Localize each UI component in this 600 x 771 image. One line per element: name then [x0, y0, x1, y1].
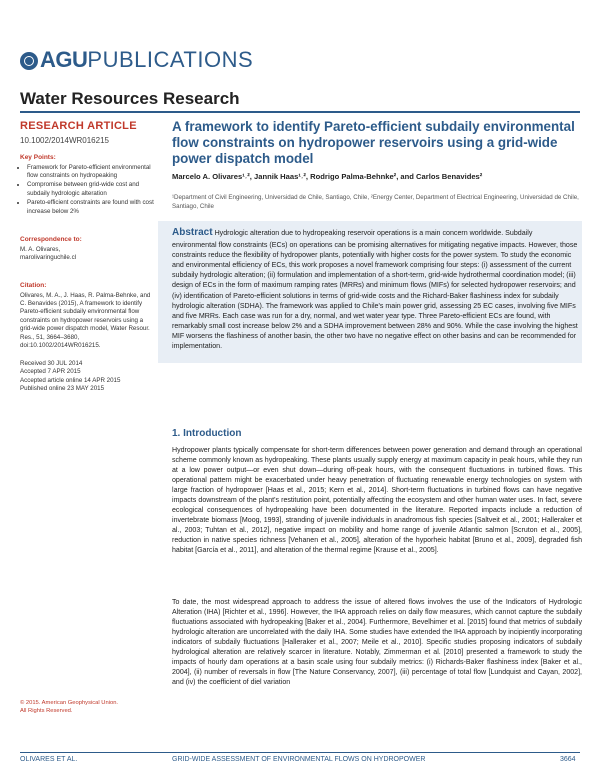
header-divider — [20, 111, 580, 113]
citation — [20, 282, 155, 350]
correspondence-heading: Correspondence to: — [20, 236, 82, 243]
affiliations: ¹Department of Civil Engineering, Universidad de Chile, Santiago, Chile, ²Energy Center, Department of Electrical Engineering, Universidad de Chile, Santiago, Chile — [172, 194, 579, 210]
agu-logo — [20, 47, 253, 73]
date-received: Received 30 JUL 2014 — [20, 360, 83, 367]
page-number: 3664 — [560, 756, 576, 763]
abstract — [172, 226, 578, 351]
footer-divider — [20, 752, 580, 753]
section-heading: 1. Introduction — [172, 428, 242, 439]
footer-running-title: GRID-WIDE ASSESSMENT OF ENVIRONMENTAL FLOWS ON HYDROPOWER — [172, 756, 426, 763]
correspondence-email[interactable]: marolivaringuchile.cl — [20, 254, 77, 262]
key-point: • Pareto-efficient constraints are found with cost increase below 2% — [27, 199, 155, 216]
article-doi: 10.1002/2014WR016215 — [20, 136, 109, 145]
logo-suffix: PUBLICATIONS — [87, 47, 254, 72]
key-point: • Framework for Pareto-efficient environmental flow constraints on hydropeaking — [27, 164, 155, 181]
paragraph: Hydropower plants typically compensate for short-term differences between power generation and demand through an operational scheme commonly known as hydropeaking. These plants usually supply energy at maximum capacity in peak hours, while they run at a low power output—or even shut down—during off-peak hours, with the consequent fluctuations in turbined flows. This operational pattern might be exacerbated under heavy penetration of fluctuating renewable energy technologies on system with large fraction of hydropower [Haas et al., 2015; Kern et al., 2014]. Short-term fluctuations in turbined flows can have negative impacts downstream of the plant's restitution point, potentially affecting the ecosystem and other human water uses. In fact, severe ecological consequences of hydropeaking have been documented in the literature. Reported impacts include a reduction of invertebrate biomass [Moog, 1993], stranding of juvenile individuals in anadromous fish species [Saltveit et al., 2001; Halleraker et al., 2003; Tuhtan et al., 2012], negative impact on mobility and home range of juvenile Atlantic salmon [Scruton et al., 2005], reduction in native species richness [Vehanen et al., 2005], alteration of the hyporheic habitat [Bruno et al., 2009], degraded fish habitat [García et al., 2011], and alteration of the thermal regime [Krause et al., 2005]. — [172, 447, 582, 554]
citation-heading: Citation: — [20, 282, 47, 289]
citation-text: Olivares, M. A., J. Haas, R. Palma-Behnke, and C. Benavides (2015), A framework to identify Pareto-efficient subdaily environmental flow constraints on hydropower reservoirs using a grid-wide power dispatch model, Water Resour. Res., 51, 3664–3680, doi:10.1002/2014WR016215. — [20, 291, 151, 349]
copyright-line: © 2015. American Geophysical Union. — [20, 700, 119, 706]
abstract-heading: Abstract — [172, 227, 213, 238]
key-point: • Compromise between grid-wide cost and subdaily hydrologic alteration — [27, 181, 155, 198]
journal-title: Water Resources Research — [20, 89, 240, 108]
globe-icon — [20, 52, 38, 70]
date-published: Published online 23 MAY 2015 — [20, 385, 105, 393]
logo-brand: AGU — [40, 47, 88, 72]
paragraph: To date, the most widespread approach to address the issue of altered flows involves the use of the Indicators of Hydrologic Alteration (IHA) [Richter et al., 1996]. However, the IHA approach relies on daily flow measures, which cannot capture the subdaily fluctuations associated with hydropeaking [Baker et al., 2004]. Furthermore, Bevelhimer et al. [2015] found that metrics of subdaily hydrologic alteration are uncorrelated with the daily IHA. Some studies have extended the IHA approach by incipiently incorporating indicators of subdaily fluctuations [Halleraker et al., 2007; Meile et al., 2010]. Specific studies proposing indicators of subdaily hydrological alteration are relatively scarcer in literature. Notably, Zimmerman et al. [2010] presented a framework to study the impacts of hourly dam operations at a basin scale using four subdaily metrics: (i) Richards-Baker flashiness index [Baker et al., 2004], (ii) number of reversals in flow [The Nature Conservancy, 2007], (iii) percentage of total flow [Lundquist and Cayan, 2002], and (iv) the coefficient of diel variation — [172, 599, 582, 686]
key-points-heading: Key Points: — [20, 154, 56, 161]
author-list: Marcelo A. Olivares¹˒², Jannik Haas¹˒², Rodrigo Palma-Behnke², and Carlos Benavides² — [172, 172, 483, 181]
dates — [20, 360, 155, 393]
article-type: RESEARCH ARTICLE — [20, 120, 137, 132]
date-accepted-online: Accepted article online 14 APR 2015 — [20, 376, 121, 384]
date-accepted: Accepted 7 APR 2015 — [20, 368, 81, 376]
abstract-text: Hydrologic alteration due to hydropeaking reservoir operations is a main concern worldwide. Subdaily environmental flow constraints (ECs) on operations can be promising alternatives for mitigating negative impacts. However, those constraints reduce the flexibility of hydropower plants, potentially with higher costs for the power system. To study the economic and environmental efficiency of ECs, this work proposes a novel framework comprising four steps: (i) assessment of the current subdaily hydrologic alteration; (ii) formulation and implementation of a short-term, grid-wide hydrothermal coordination model; (iii) design of ECs in the form of maximum ramping rates (MRRs) and minimum flows (MIFs) for selected hydropower reservoirs; and (iv) identification of Pareto-efficient solutions in terms of grid-wide costs and the Richard-Baker flashiness index for subdaily hydrologic alteration (SDHA). The framework was applied to Chile's main power grid, assessing 25 EC cases, involving five MIFs and five MRRs. Each case was run for a dry, normal, and wet water year type. Three Pareto-efficient ECs are found, with remarkably small cost increase below 2% and a SDHA improvement between 28% and 90%. While the case involving the highest MIF worsens the flashiness of another basin, the other two have no negative effect on other basins and can be recommended for implementation. — [172, 229, 578, 350]
correspondence-name: M. A. Olivares, — [20, 245, 61, 253]
article-title: A framework to identify Pareto-efficient subdaily environmental flow constraints on hydropower reservoirs using a grid-wide power dispatch model — [172, 119, 575, 167]
copyright-line: All Rights Reserved. — [20, 707, 73, 714]
footer-authors: OLIVARES ET AL. — [20, 756, 78, 763]
key-points-list — [20, 164, 155, 216]
correspondence — [20, 236, 155, 262]
key-points — [20, 154, 155, 217]
copyright — [20, 700, 118, 716]
